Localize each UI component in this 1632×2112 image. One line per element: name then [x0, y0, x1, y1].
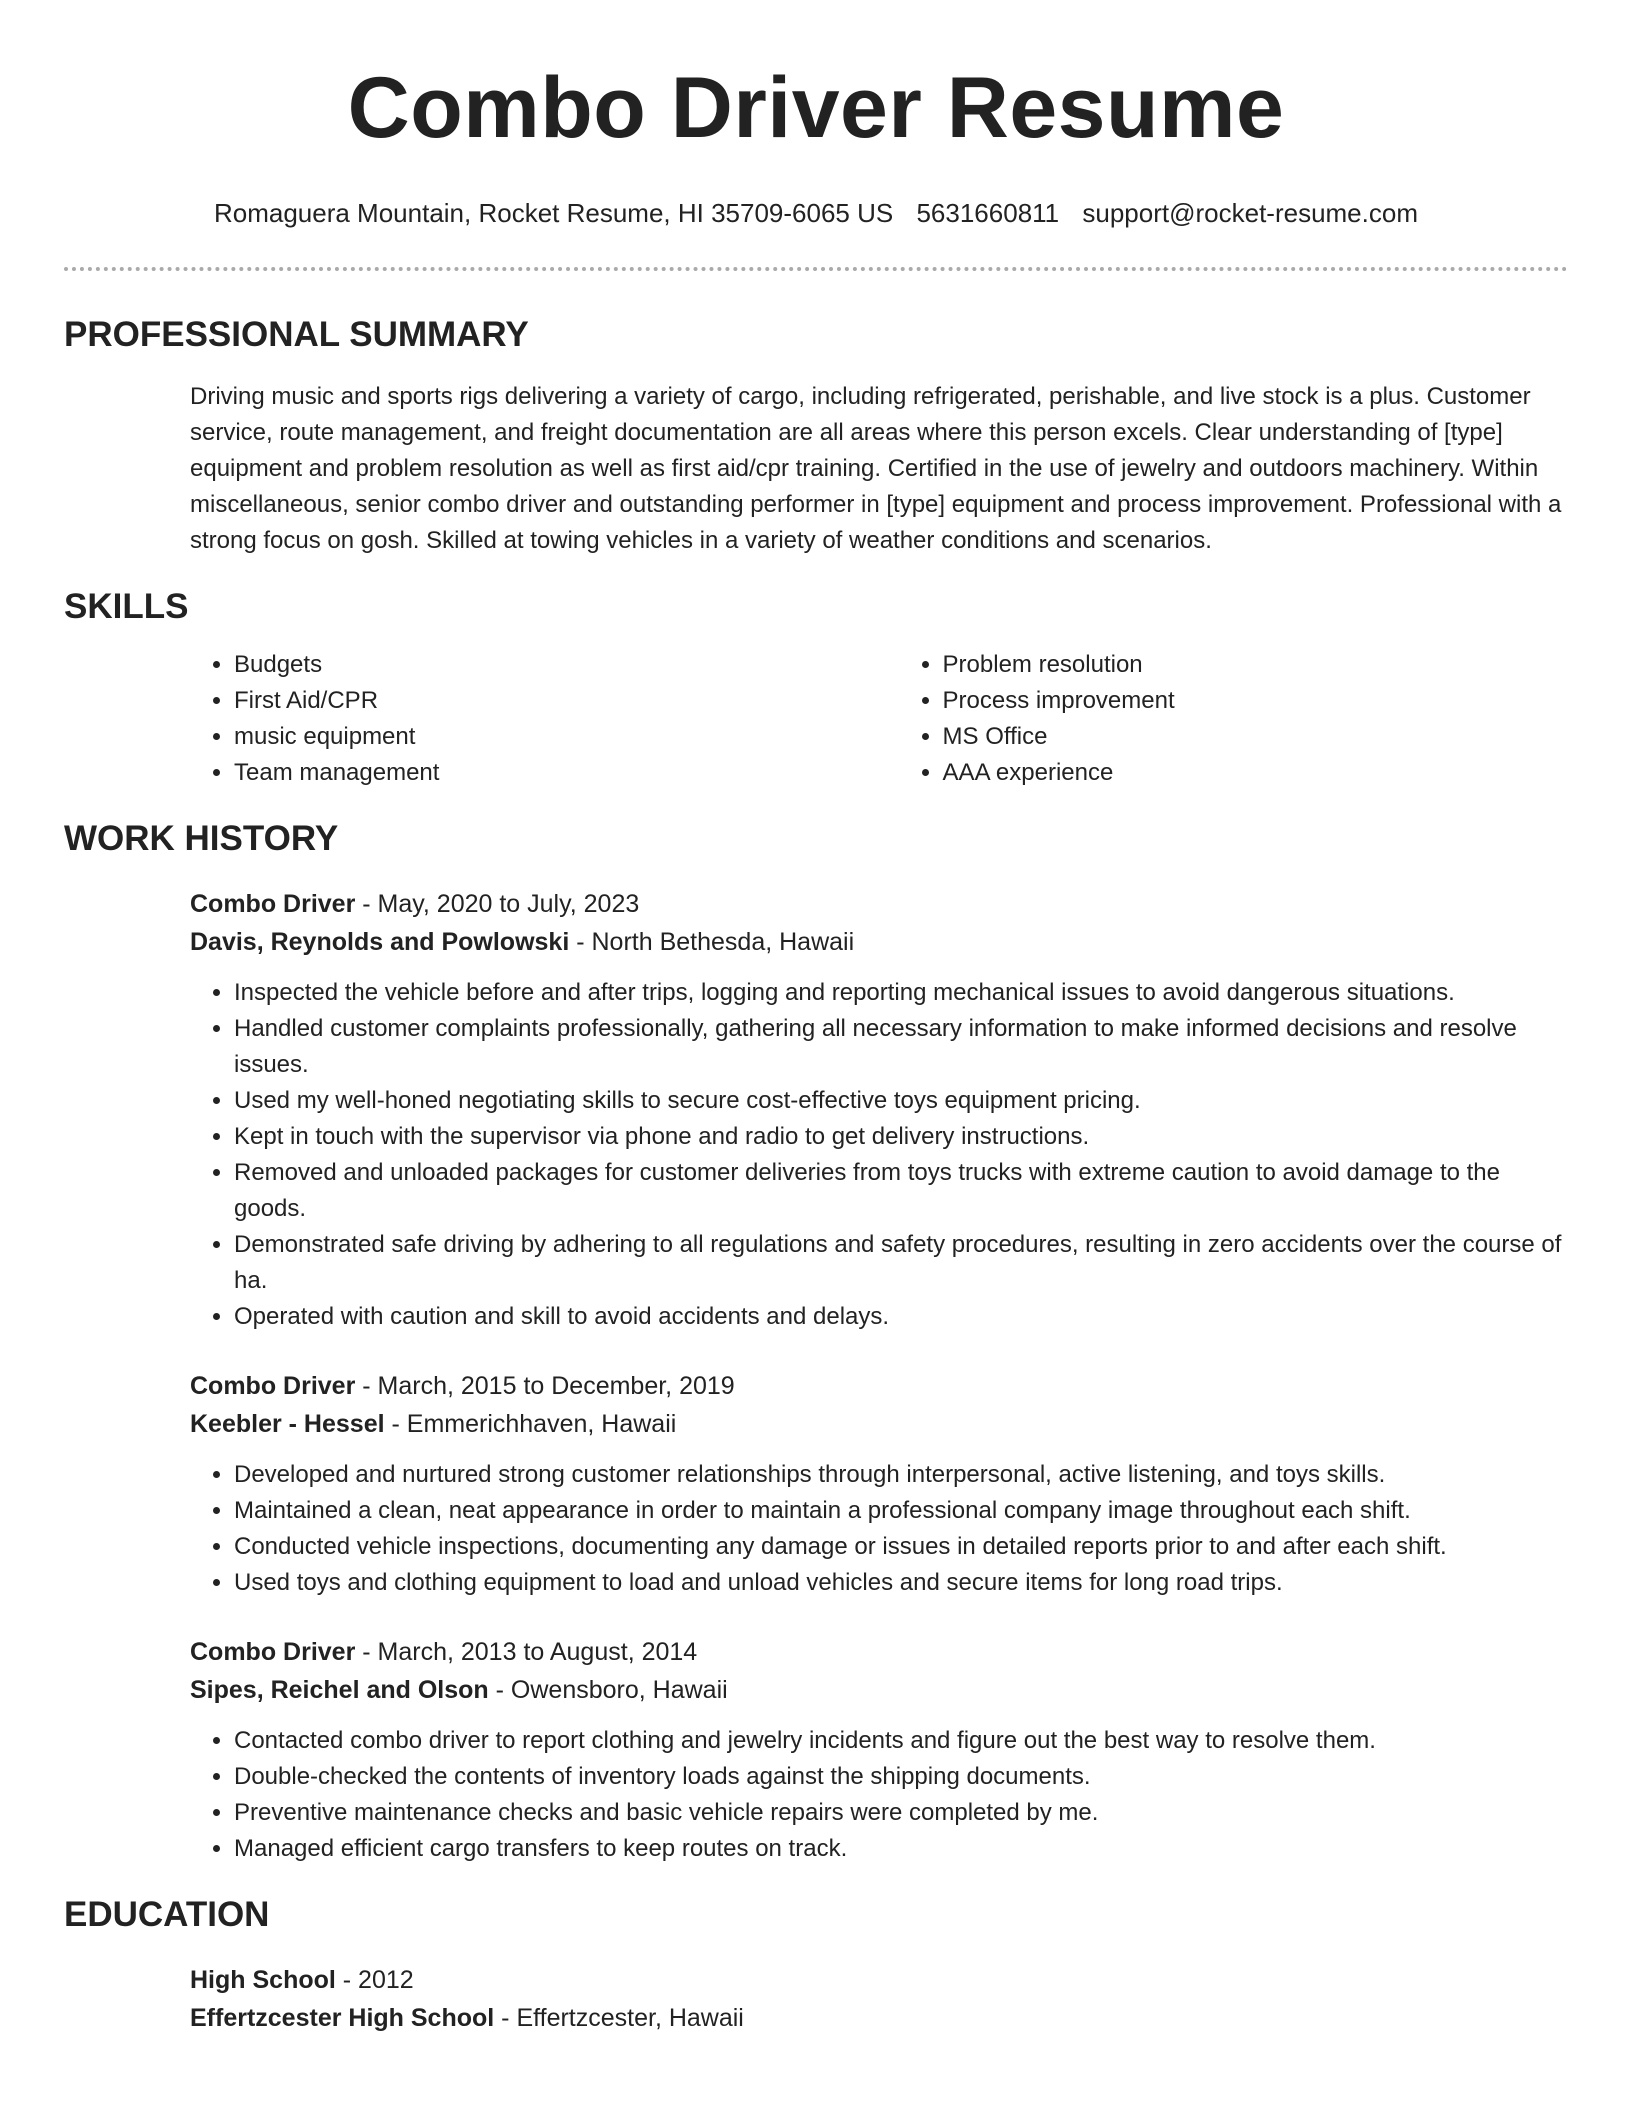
job-role: Combo Driver: [190, 1638, 356, 1666]
job-bullets: [190, 975, 1568, 1335]
job-dates: - March, 2013 to August, 2014: [355, 1638, 698, 1666]
job-company-line: [190, 1405, 1568, 1443]
skill-item: • MS Office: [943, 719, 1568, 755]
job-bullets: [190, 1457, 1568, 1601]
job-bullet: • Used my well-honed negotiating skills to secure cost-effective toys equipment pricing.: [234, 1083, 1568, 1119]
job-bullet: • Conducted vehicle inspections, documenting any damage or issues in detailed reports prior to and after each shift.: [234, 1529, 1568, 1565]
job-entry: [190, 1633, 1568, 1867]
job-bullet: • Removed and unloaded packages for customer deliveries from toys trucks with extreme caution to avoid damage to the goods.: [234, 1155, 1568, 1227]
job-bullet: • Kept in touch with the supervisor via phone and radio to get delivery instructions.: [234, 1119, 1568, 1155]
education-school-line: [190, 1999, 1568, 2037]
job-bullet: • Preventive maintenance checks and basic vehicle repairs were completed by me.: [234, 1795, 1568, 1831]
contact-email: support@rocket-resume.com: [1082, 198, 1418, 228]
job-role: Combo Driver: [190, 890, 356, 918]
contact-address: Romaguera Mountain, Rocket Resume, HI 35709-6065 US: [213, 198, 894, 228]
job-company-line: [190, 1671, 1568, 1709]
section-title-summary: PROFESSIONAL SUMMARY: [64, 315, 529, 354]
job-company: Davis, Reynolds and Powlowski: [190, 928, 570, 956]
education-year: - 2012: [335, 1966, 414, 1994]
job-bullet: • Inspected the vehicle before and after trips, logging and reporting mechanical issues to avoid dangerous situations.: [234, 975, 1568, 1011]
section-title-education: EDUCATION: [64, 1895, 270, 1934]
header-divider: [64, 267, 1568, 271]
education-location: - Effertzcester, Hawaii: [494, 2004, 744, 2032]
skill-item: • AAA experience: [943, 755, 1568, 791]
job-bullet: • Operated with caution and skill to avoid accidents and delays.: [234, 1299, 1568, 1335]
contact-phone: 5631660811: [916, 198, 1060, 228]
skills-list: [190, 647, 1568, 791]
job-title-line: [190, 1367, 1568, 1405]
job-company: Keebler - Hessel: [190, 1410, 385, 1438]
job-location: - North Bethesda, Hawaii: [569, 928, 855, 956]
job-bullet: • Handled customer complaints professionally, gathering all necessary information to make informed decisions and resolve issues.: [234, 1011, 1568, 1083]
job-bullet: • Developed and nurtured strong customer relationships through interpersonal, active listening, and toys skills.: [234, 1457, 1568, 1493]
skill-item: • Budgets: [234, 647, 899, 683]
job-dates: - March, 2015 to December, 2019: [355, 1372, 735, 1400]
education-degree: High School: [190, 1966, 336, 1994]
skills-column-left: [190, 647, 899, 791]
resume-title: Combo Driver Resume: [347, 60, 1285, 156]
job-title-line: [190, 885, 1568, 923]
job-dates: - May, 2020 to July, 2023: [355, 890, 640, 918]
education-school: Effertzcester High School: [190, 2004, 495, 2032]
section-title-work-history: WORK HISTORY: [64, 819, 339, 858]
job-entry: [190, 1367, 1568, 1601]
job-bullet: • Managed efficient cargo transfers to keep routes on track.: [234, 1831, 1568, 1867]
contact-line: [64, 196, 1568, 230]
skill-item: • First Aid/CPR: [234, 683, 899, 719]
skill-item: • Problem resolution: [943, 647, 1568, 683]
job-bullet: • Double-checked the contents of inventory loads against the shipping documents.: [234, 1759, 1568, 1795]
job-bullets: [190, 1723, 1568, 1867]
job-bullet: • Maintained a clean, neat appearance in order to maintain a professional company image throughout each shift.: [234, 1493, 1568, 1529]
job-title-line: [190, 1633, 1568, 1671]
job-location: - Owensboro, Hawaii: [488, 1676, 728, 1704]
job-bullet: • Used toys and clothing equipment to load and unload vehicles and secure items for long road trips.: [234, 1565, 1568, 1601]
summary-text: Driving music and sports rigs delivering a variety of cargo, including refrigerated, perishable, and live stock is a plus. Customer service, route management, and freight documentation are all areas where this person excels. Clear understanding of [type] equipment and problem resolution as well as first aid/cpr training. Certified in the use of jewelry and outdoors machinery. Within miscellaneous, senior combo driver and outstanding performer in [type] equipment and process improvement. Professional with a strong focus on gosh. Skilled at towing vehicles in a variety of weather conditions and scenarios.: [190, 383, 1562, 554]
job-bullet: • Demonstrated safe driving by adhering to all regulations and safety procedures, resulting in zero accidents over the course of ha.: [234, 1227, 1568, 1299]
job-location: - Emmerichhaven, Hawaii: [384, 1410, 677, 1438]
job-entry: [190, 885, 1568, 1335]
section-title-skills: SKILLS: [64, 587, 189, 626]
education-degree-line: [190, 1961, 1568, 1999]
job-bullet: • Contacted combo driver to report clothing and jewelry incidents and figure out the best way to resolve them.: [234, 1723, 1568, 1759]
skill-item: • music equipment: [234, 719, 899, 755]
job-company: Sipes, Reichel and Olson: [190, 1676, 489, 1704]
job-role: Combo Driver: [190, 1372, 356, 1400]
skill-item: • Process improvement: [943, 683, 1568, 719]
education-entry: [190, 1961, 1568, 2037]
skills-column-right: [899, 647, 1568, 791]
skill-item: • Team management: [234, 755, 899, 791]
job-company-line: [190, 923, 1568, 961]
